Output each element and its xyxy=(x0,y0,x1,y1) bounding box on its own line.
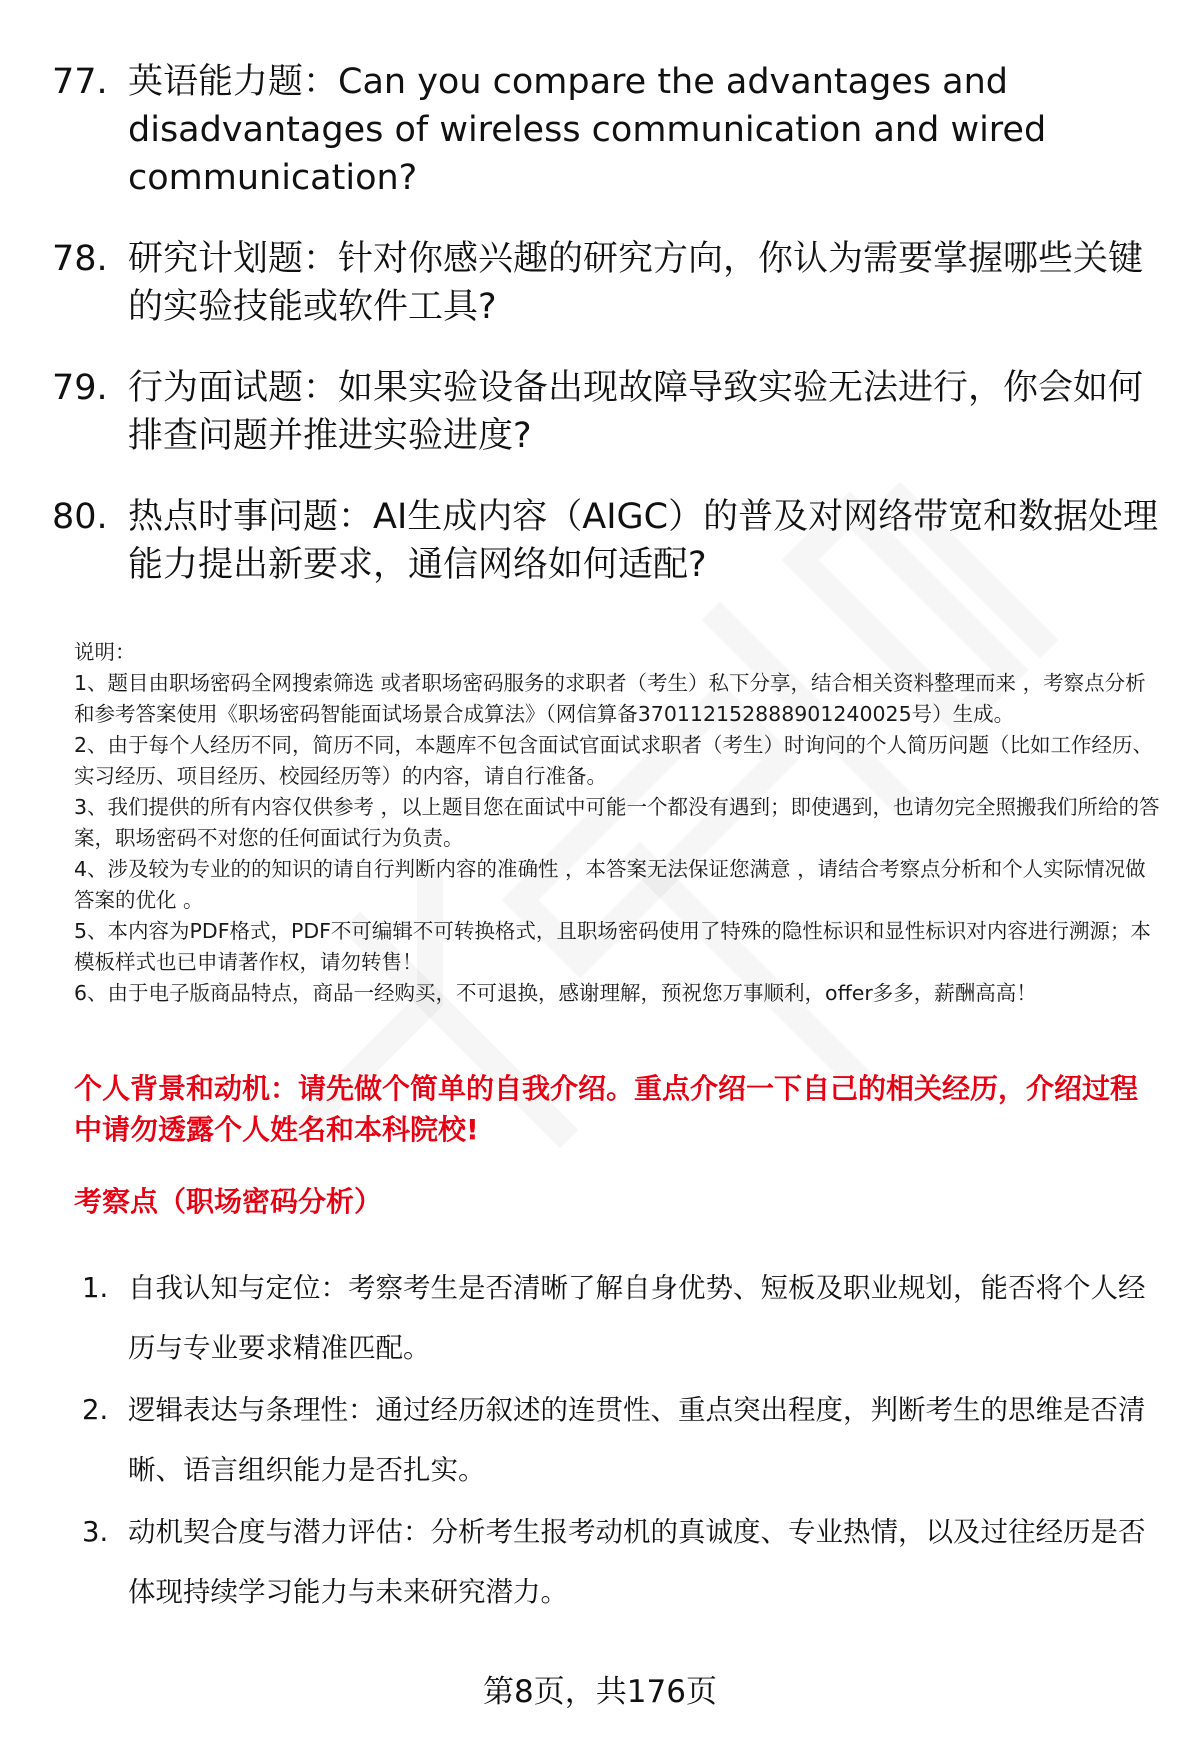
analysis-point xyxy=(82,1258,1162,1378)
point-number: 1. xyxy=(82,1272,109,1304)
note-item: 6、由于电子版商品特点，商品一经购买，不可退换，感谢理解，预祝您万事顺利，offer多多，薪酬高高！ xyxy=(74,981,1037,1005)
question-list xyxy=(52,58,1162,622)
analysis-subtitle: 考察点（职场密码分析） xyxy=(74,1185,383,1218)
question-item-78 xyxy=(52,235,1162,331)
analysis-point xyxy=(82,1380,1162,1500)
note-item: 5、本内容为PDF格式，PDF不可编辑不可转换格式，且职场密码使用了特殊的隐性标识和显性标识对内容进行溯源；本模板样式也已申请著作权，请勿转售！ xyxy=(74,919,1151,974)
analysis-points-list xyxy=(82,1258,1162,1624)
question-number: 77. xyxy=(52,62,108,102)
question-number: 80. xyxy=(52,497,108,537)
analysis-point xyxy=(82,1502,1162,1622)
note-item: 4、涉及较为专业的的知识的请自行判断内容的准确性 ，本答案无法保证您满意 ，请结合考察点分析和个人实际情况做答案的优化 。 xyxy=(74,857,1146,912)
question-number: 78. xyxy=(52,239,108,279)
question-text: 研究计划题：针对你感兴趣的研究方向，你认为需要掌握哪些关键的实验技能或软件工具? xyxy=(128,239,1144,327)
question-text: 行为面试题：如果实验设备出现故障导致实验无法进行，你会如何排查问题并推进实验进度? xyxy=(128,368,1144,456)
point-text: 动机契合度与潜力评估：分析考生报考动机的真诚度、专业热情，以及过往经历是否体现持续学习能力与未来研究潜力。 xyxy=(128,1516,1146,1608)
question-item-79 xyxy=(52,364,1162,460)
question-text: 英语能力题：Can you compare the advantages and disadvantages of wireless communication and wired communication? xyxy=(128,62,1047,198)
note-item: 2、由于每个人经历不同，简历不同，本题库不包含面试官面试求职者（考生）时询问的个人简历问题（比如工作经历、实习经历、项目经历、校园经历等）的内容，请自行准备。 xyxy=(74,733,1154,788)
note-item: 3、我们提供的所有内容仅供参考 ，以上题目您在面试中可能一个都没有遇到；即使遇到，也请勿完全照搬我们所给的答案，职场密码不对您的任何面试行为负责。 xyxy=(74,795,1160,850)
notes-section xyxy=(74,637,1164,1009)
point-number: 2. xyxy=(82,1394,109,1426)
point-text: 自我认知与定位：考察考生是否清晰了解自身优势、短板及职业规划，能否将个人经历与专业要求精准匹配。 xyxy=(128,1272,1146,1364)
note-item: 1、题目由职场密码全网搜索筛选 或者职场密码服务的求职者（考生）私下分享，结合相关资料整理而来 ，考察点分析和参考答案使用《职场密码智能面试场景合成算法》（网信算备370112152888901240025号）生成。 xyxy=(74,671,1146,726)
notes-title: 说明： xyxy=(74,640,136,664)
question-text: 热点时事问题：AI生成内容（AIGC）的普及对网络带宽和数据处理能力提出新要求，通信网络如何适配? xyxy=(128,497,1159,585)
question-item-77 xyxy=(52,58,1162,202)
point-text: 逻辑表达与条理性：通过经历叙述的连贯性、重点突出程度，判断考生的思维是否清晰、语言组织能力是否扎实。 xyxy=(128,1394,1146,1486)
question-number: 79. xyxy=(52,368,108,408)
point-number: 3. xyxy=(82,1516,109,1548)
section-question-heading: 个人背景和动机：请先做个简单的自我介绍。重点介绍一下自己的相关经历，介绍过程中请勿透露个人姓名和本科院校! xyxy=(74,1072,1139,1146)
page-number-footer: 第8页，共176页 xyxy=(483,1674,717,1710)
question-item-80 xyxy=(52,493,1162,589)
